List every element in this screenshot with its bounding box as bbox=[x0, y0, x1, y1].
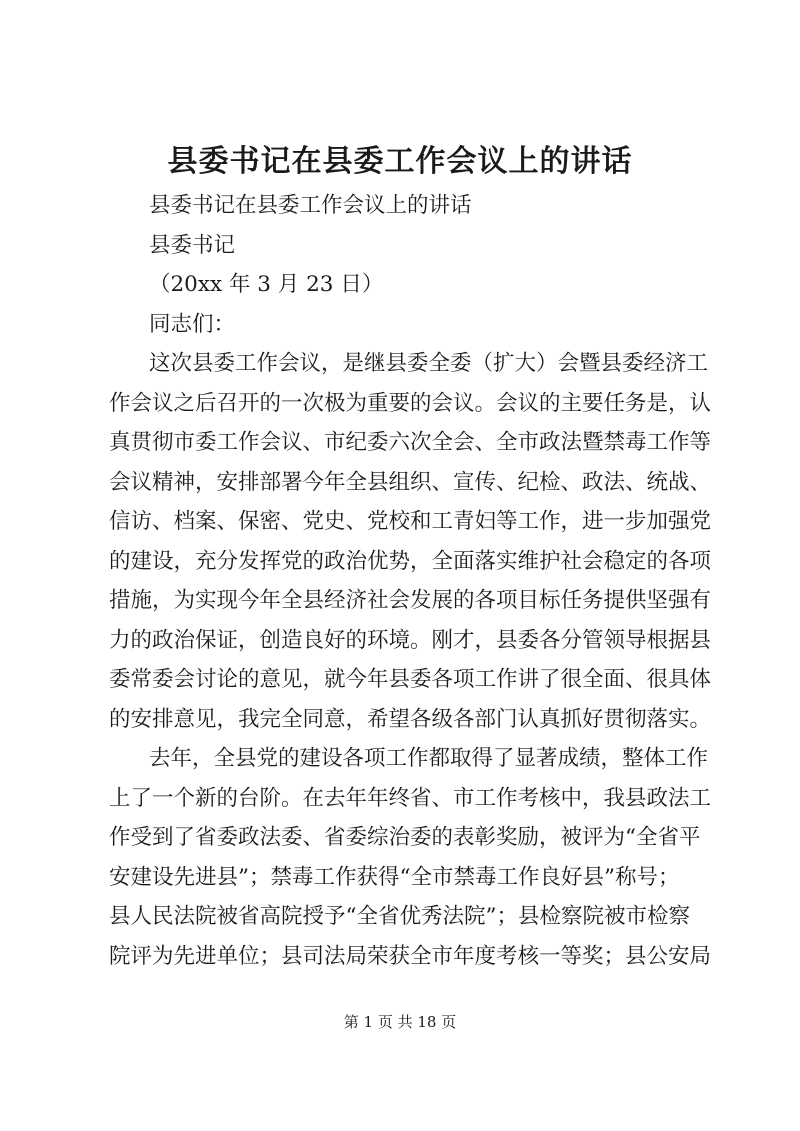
text-line: （20xx 年 3 月 23 日） bbox=[149, 272, 384, 297]
text-line: 会议精神，安排部署今年全县组织、宣传、纪检、政法、统战、 bbox=[109, 469, 712, 495]
text-line: 措施，为实现今年全县经济社会发展的各项目标任务提供坚强有 bbox=[109, 588, 712, 613]
text-line: 院评为先进单位；县司法局荣获全市年度考核一等奖；县公安局 bbox=[109, 943, 712, 969]
text-line: 作受到了省委政法委、省委综治委的表彰奖励，被评为“全省平 bbox=[109, 825, 701, 850]
text-line: 县委书记 bbox=[149, 232, 236, 258]
text-line: 作会议之后召开的一次极为重要的会议。会议的主要任务是，认 bbox=[109, 390, 712, 416]
text-line: 委常委会讨论的意见，就今年县委各项工作讲了很全面、很具体 bbox=[109, 667, 712, 692]
text-line: 信访、档案、保密、党史、党校和工青妇等工作，进一步加强党 bbox=[109, 509, 712, 534]
text-line: 县委书记在县委工作会议上的讲话 bbox=[149, 193, 472, 218]
text-line: 上了一个新的台阶。在去年年终省、市工作考核中，我县政法工 bbox=[109, 785, 712, 811]
text-line: 的安排意见，我完全同意，希望各级各部门认真抓好贯彻落实。 bbox=[109, 706, 712, 732]
text-line: 的建设，充分发挥党的政治优势，全面落实维护社会稳定的各项 bbox=[109, 548, 712, 574]
text-line: 这次县委工作会议，是继县委全委（扩大）会暨县委经济工 bbox=[149, 351, 709, 376]
text-line: 去年，全县党的建设各项工作都取得了显著成绩，整体工作 bbox=[149, 746, 709, 771]
text-line: 力的政治保证，创造良好的环境。刚才，县委各分管领导根据县 bbox=[109, 627, 712, 653]
page-footer: 第 1 页 共 18 页 bbox=[343, 1013, 457, 1031]
document-body bbox=[109, 186, 712, 976]
document-title: 县委书记在县委工作会议上的讲话 bbox=[167, 144, 633, 179]
text-line: 安建设先进县”；禁毒工作获得“全市禁毒工作良好县”称号； bbox=[109, 864, 680, 890]
text-line: 县人民法院被省高院授予“全省优秀法院”；县检察院被市检察 bbox=[109, 904, 690, 929]
text-line: 真贯彻市委工作会议、市纪委六次全会、全市政法暨禁毒工作等 bbox=[109, 430, 712, 455]
text-line: 同志们： bbox=[149, 311, 236, 337]
